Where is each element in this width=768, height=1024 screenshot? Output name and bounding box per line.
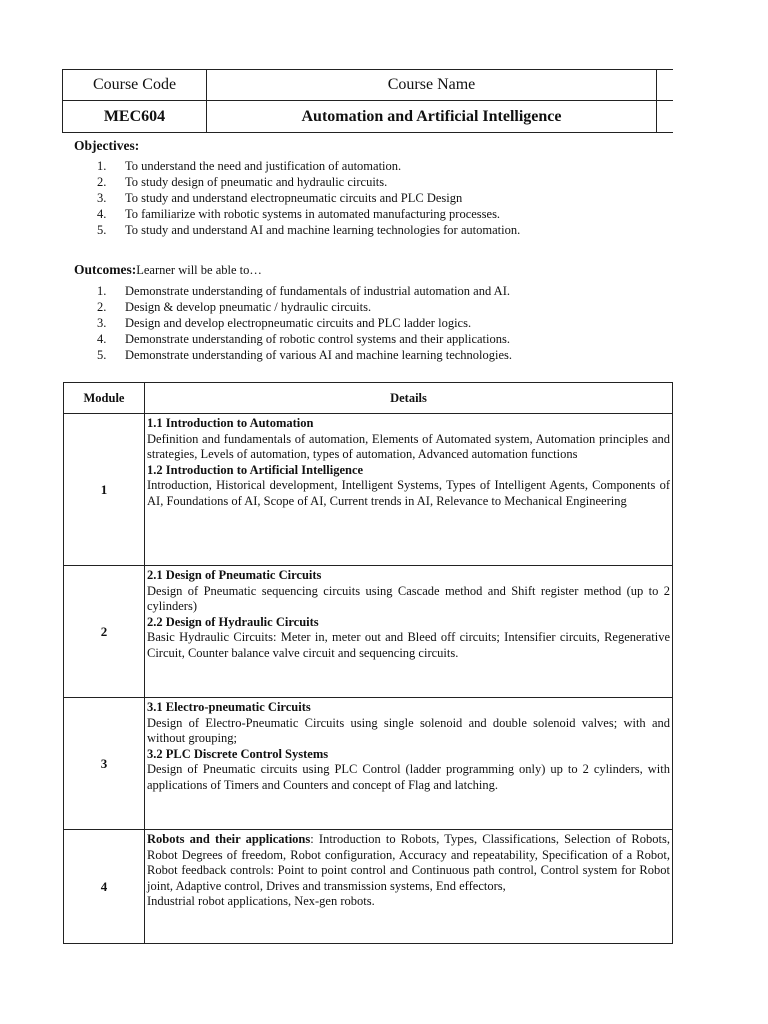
list-item: 5. To study and understand AI and machine learning technologies for automation.: [97, 223, 521, 237]
topic-heading: 1.2 Introduction to Artificial Intelligence: [147, 462, 364, 477]
topic-text: Industrial robot applications, Nex-gen robots.: [147, 894, 375, 909]
list-item: 3. Design and develop electropneumatic circuits and PLC ladder logics.: [97, 316, 472, 330]
topic-text: Design of Pneumatic circuits using PLC Control (ladder programming only) up to 2 cylinders, with applications of Timers and Counters and concept of Flag and latching.: [147, 762, 670, 792]
list-item: 5. Demonstrate understanding of various AI and machine learning technologies.: [97, 348, 513, 362]
list-item: 1. Demonstrate understanding of fundamentals of industrial automation and AI.: [97, 284, 510, 298]
topic-heading: 3.2 PLC Discrete Control Systems: [147, 746, 329, 761]
list-item: 3. To study and understand electropneumatic circuits and PLC Design: [97, 191, 463, 205]
list-item: 4. To familiarize with robotic systems in automated manufacturing processes.: [97, 207, 501, 221]
module-details: [145, 698, 673, 830]
list-item: 2. Design & develop pneumatic / hydraulic circuits.: [97, 300, 372, 314]
course-code: MEC604: [63, 101, 207, 133]
topic-text: [147, 832, 670, 894]
topic-heading: 2.1 Design of Pneumatic Circuits: [147, 568, 322, 582]
topic-text: Design of Electro-Pneumatic Circuits using single solenoid and double solenoid valves; with and without grouping;: [147, 715, 670, 746]
list-item: 4. Demonstrate understanding of robotic control systems and their applications.: [97, 332, 510, 346]
table-row: [64, 566, 673, 698]
topic-text: Definition and fundamentals of automation, Elements of Automated system, Automation principles and strategies, Levels of automation, types of automation, Advanced automation functions: [147, 431, 670, 462]
list-item: 2. To study design of pneumatic and hydraulic circuits.: [97, 175, 388, 189]
module-number: 4: [64, 830, 145, 944]
outcomes-list: [97, 283, 512, 363]
course-info-table: [62, 69, 673, 133]
module-number: 3: [64, 698, 145, 830]
topic-text: Introduction, Historical development, Intelligent Systems, Types of Intelligent Agents, Components of AI, Foundations of AI, Scope of AI, Current trends in AI, Relevance to Mechanical Engineering: [147, 478, 670, 508]
module-table: [63, 382, 673, 944]
table-cut-cell: [657, 101, 673, 133]
course-name: Automation and Artificial Intelligence: [207, 101, 657, 133]
objectives-title: Objectives:: [74, 138, 140, 153]
topic-heading: 2.2 Design of Hydraulic Circuits: [147, 614, 319, 629]
outcomes-intro: Learner will be able to…: [136, 263, 262, 277]
module-number: 2: [64, 566, 145, 698]
table-row: [64, 830, 673, 944]
topic-heading: 1.1 Introduction to Automation: [147, 416, 314, 430]
topic-heading: 3.1 Electro-pneumatic Circuits: [147, 700, 311, 714]
table-row: [64, 414, 673, 566]
table-row: [64, 698, 673, 830]
module-number: 1: [64, 414, 145, 566]
course-name-header: Course Name: [207, 70, 657, 101]
table-cut-cell: [657, 70, 673, 101]
module-header: Module: [64, 383, 145, 414]
module-details: [145, 566, 673, 698]
objectives-list: [97, 158, 520, 238]
course-code-header: Course Code: [63, 70, 207, 101]
topic-inline-text: : Introduction to Robots, Types, Classifications, Selection of Robots, Robot Degrees of freedom, Robot configuration, Accuracy and repeatability, Specification of a Robot, Robot feedback controls: Point to point control and Continuous path control, Control system for Robot joint, Adaptive control, Drives and transmission systems, End effectors,: [147, 832, 670, 893]
details-header: Details: [145, 383, 673, 414]
module-details: [145, 830, 673, 944]
list-item: 1. To understand the need and justification of automation.: [97, 159, 402, 173]
module-details: [145, 414, 673, 566]
topic-text: Design of Pneumatic sequencing circuits using Cascade method and Shift register method (up to 2 cylinders): [147, 583, 670, 614]
topic-heading: Robots and their applications: [147, 832, 311, 846]
outcomes-title: Outcomes:Learner will be able to…: [74, 262, 262, 277]
topic-text: Basic Hydraulic Circuits: Meter in, meter out and Bleed off circuits; Intensifier circuits, Regenerative Circuit, Counter balance valve circuit and sequencing circuits.: [147, 630, 670, 660]
